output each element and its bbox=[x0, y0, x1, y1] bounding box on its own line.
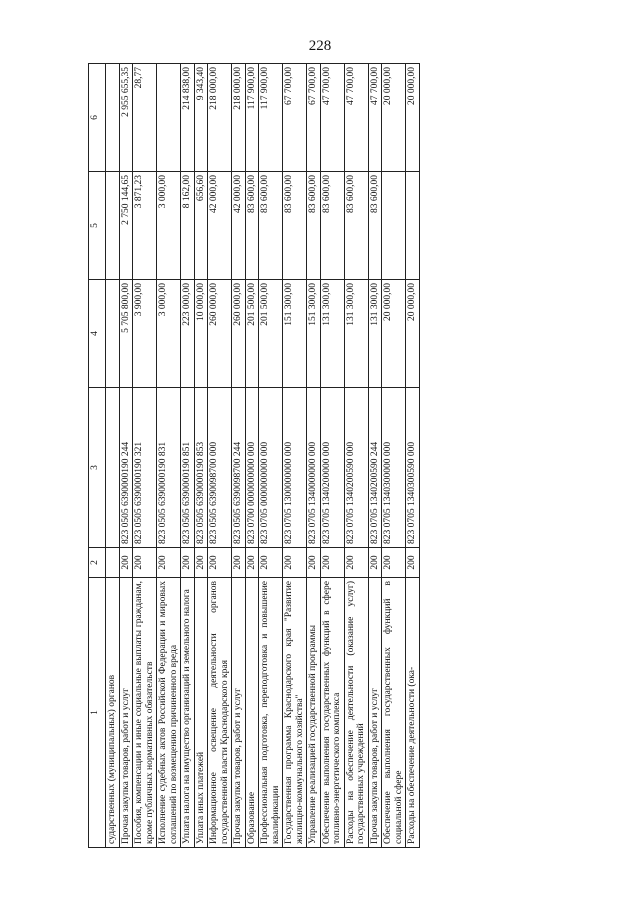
row-classification: 823 0505 6390000190 851 bbox=[181, 388, 195, 548]
row-remaining: 218 000,00 bbox=[232, 64, 246, 172]
row-classification: 823 0505 6390000190 853 bbox=[194, 388, 208, 548]
row-plan: 151 300,00 bbox=[283, 280, 307, 388]
row-name: Обеспечение выполнения государственных функций в социальной сфере bbox=[382, 578, 406, 848]
row-executed: 656,60 bbox=[194, 172, 208, 280]
row-name: Исполнение судебных актов Российской Федерации и мировых соглашений по возмещению причиненного вреда bbox=[157, 578, 181, 848]
row-plan: 20 000,00 bbox=[406, 280, 420, 388]
row-name: Образование bbox=[245, 578, 259, 848]
row-executed: 2 750 144,65 bbox=[119, 172, 133, 280]
table-row bbox=[133, 64, 157, 848]
row-name: Пособия, компенсации и иные социальные выплаты гражданам, кроме публичных нормативных обязательств bbox=[133, 578, 157, 848]
row-plan bbox=[106, 280, 120, 388]
row-classification: 823 0705 1340300590 000 bbox=[406, 388, 420, 548]
table-row bbox=[368, 64, 382, 848]
row-executed: 83 600,00 bbox=[245, 172, 259, 280]
row-name: Уплата иных платежей bbox=[194, 578, 208, 848]
row-remaining: 47 700,00 bbox=[320, 64, 344, 172]
row-name: Управление реализацией государственной программы bbox=[307, 578, 321, 848]
row-remaining: 9 343,40 bbox=[194, 64, 208, 172]
row-classification: 823 0505 6390098700 244 bbox=[232, 388, 246, 548]
row-plan: 3 900,00 bbox=[133, 280, 157, 388]
row-remaining: 2 955 655,35 bbox=[119, 64, 133, 172]
column-header-2: 2 bbox=[89, 548, 106, 578]
row-name: Прочая закупка товаров, работ и услуг bbox=[368, 578, 382, 848]
row-executed: 83 600,00 bbox=[344, 172, 368, 280]
row-remaining: 20 000,00 bbox=[406, 64, 420, 172]
rotated-table-container bbox=[88, 64, 548, 848]
row-classification: 823 0505 6390000190 321 bbox=[133, 388, 157, 548]
row-name: Информационное освещение деятельности органов государственной власти Краснодарского края bbox=[208, 578, 232, 848]
column-header-5: 5 bbox=[89, 172, 106, 280]
row-remaining bbox=[106, 64, 120, 172]
row-remaining: 214 838,00 bbox=[181, 64, 195, 172]
row-remaining: 47 700,00 bbox=[344, 64, 368, 172]
row-name: Обеспечение выполнения государственных функций в сфере топливно-энергетического комплекса bbox=[320, 578, 344, 848]
row-executed bbox=[106, 172, 120, 280]
row-executed: 42 000,00 bbox=[208, 172, 232, 280]
budget-table bbox=[88, 63, 420, 848]
page-number: 228 bbox=[308, 38, 332, 54]
table-row bbox=[181, 64, 195, 848]
row-classification: 823 0705 1340200000 000 bbox=[320, 388, 344, 548]
table-row bbox=[307, 64, 321, 848]
row-classification: 823 0705 1340300000 000 bbox=[382, 388, 406, 548]
row-classification: 823 0705 0000000000 000 bbox=[259, 388, 283, 548]
row-name: Расходы на обеспечение деятельности (оказание услуг) государственных учреждений bbox=[344, 578, 368, 848]
row-classification: 823 0505 6390098700 000 bbox=[208, 388, 232, 548]
row-remaining: 20 000,00 bbox=[382, 64, 406, 172]
row-plan: 131 300,00 bbox=[320, 280, 344, 388]
table-body bbox=[106, 64, 420, 848]
row-classification: 823 0705 1340000000 000 bbox=[307, 388, 321, 548]
row-plan: 5 705 800,00 bbox=[119, 280, 133, 388]
row-name: Уплата налога на имущество организаций и земельного налога bbox=[181, 578, 195, 848]
column-header-1: 1 bbox=[89, 578, 106, 848]
table-row bbox=[344, 64, 368, 848]
row-classification: 823 0705 1300000000 000 bbox=[283, 388, 307, 548]
row-name: Государственная программа Краснодарского края "Развитие жилищно-коммунального хозяйства" bbox=[283, 578, 307, 848]
row-classification: 823 0505 6390000190 831 bbox=[157, 388, 181, 548]
row-classification: 823 0505 6390000190 244 bbox=[119, 388, 133, 548]
table-row bbox=[283, 64, 307, 848]
row-executed: 83 600,00 bbox=[320, 172, 344, 280]
row-code: 200 bbox=[283, 548, 307, 578]
table-row bbox=[106, 64, 120, 848]
row-executed: 8 162,00 bbox=[181, 172, 195, 280]
row-plan: 3 000,00 bbox=[157, 280, 181, 388]
table-row bbox=[208, 64, 232, 848]
table-row bbox=[194, 64, 208, 848]
row-name: Прочая закупка товаров, работ и услуг bbox=[119, 578, 133, 848]
row-remaining: 67 700,00 bbox=[283, 64, 307, 172]
row-plan: 201 500,00 bbox=[245, 280, 259, 388]
row-plan: 260 000,00 bbox=[208, 280, 232, 388]
column-header-4: 4 bbox=[89, 280, 106, 388]
table-row bbox=[382, 64, 406, 848]
table-row bbox=[259, 64, 283, 848]
row-classification bbox=[106, 388, 120, 548]
row-plan: 131 300,00 bbox=[368, 280, 382, 388]
row-code: 200 bbox=[119, 548, 133, 578]
row-classification: 823 0705 1340200590 244 bbox=[368, 388, 382, 548]
row-executed: 3 000,00 bbox=[157, 172, 181, 280]
row-remaining: 28,77 bbox=[133, 64, 157, 172]
row-remaining: 117 900,00 bbox=[259, 64, 283, 172]
row-name: Расходы на обеспечение деятельности (ока- bbox=[406, 578, 420, 848]
row-plan: 260 000,00 bbox=[232, 280, 246, 388]
row-code: 200 bbox=[157, 548, 181, 578]
row-executed bbox=[406, 172, 420, 280]
row-plan: 131 300,00 bbox=[344, 280, 368, 388]
row-code: 200 bbox=[259, 548, 283, 578]
row-plan: 10 000,00 bbox=[194, 280, 208, 388]
row-plan: 201 500,00 bbox=[259, 280, 283, 388]
table-header bbox=[89, 64, 106, 848]
row-code: 200 bbox=[344, 548, 368, 578]
table-row bbox=[232, 64, 246, 848]
row-executed: 83 600,00 bbox=[368, 172, 382, 280]
row-code: 200 bbox=[232, 548, 246, 578]
header-row bbox=[89, 64, 106, 848]
row-executed bbox=[382, 172, 406, 280]
row-remaining: 47 700,00 bbox=[368, 64, 382, 172]
row-name: сударственных (муниципальных) органов bbox=[106, 578, 120, 848]
row-code bbox=[106, 548, 120, 578]
row-name: Прочая закупка товаров, работ и услуг bbox=[232, 578, 246, 848]
row-code: 200 bbox=[194, 548, 208, 578]
table-row bbox=[245, 64, 259, 848]
row-code: 200 bbox=[181, 548, 195, 578]
row-remaining: 117 900,00 bbox=[245, 64, 259, 172]
row-remaining bbox=[157, 64, 181, 172]
row-code: 200 bbox=[382, 548, 406, 578]
row-code: 200 bbox=[133, 548, 157, 578]
row-plan: 20 000,00 bbox=[382, 280, 406, 388]
row-name: Профессиональная подготовка, переподготовка и повышение квалификации bbox=[259, 578, 283, 848]
row-classification: 823 0705 1340200590 000 bbox=[344, 388, 368, 548]
column-header-3: 3 bbox=[89, 388, 106, 548]
row-classification: 823 0700 0000000000 000 bbox=[245, 388, 259, 548]
column-header-6: 6 bbox=[89, 64, 106, 172]
row-executed: 83 600,00 bbox=[283, 172, 307, 280]
row-code: 200 bbox=[368, 548, 382, 578]
row-plan: 151 300,00 bbox=[307, 280, 321, 388]
row-executed: 3 871,23 bbox=[133, 172, 157, 280]
row-code: 200 bbox=[406, 548, 420, 578]
row-executed: 42 000,00 bbox=[232, 172, 246, 280]
row-code: 200 bbox=[307, 548, 321, 578]
table-row bbox=[157, 64, 181, 848]
row-code: 200 bbox=[245, 548, 259, 578]
table-row bbox=[119, 64, 133, 848]
row-executed: 83 600,00 bbox=[307, 172, 321, 280]
table-row bbox=[406, 64, 420, 848]
row-remaining: 218 000,00 bbox=[208, 64, 232, 172]
row-executed: 83 600,00 bbox=[259, 172, 283, 280]
row-remaining: 67 700,00 bbox=[307, 64, 321, 172]
table-row bbox=[320, 64, 344, 848]
row-code: 200 bbox=[320, 548, 344, 578]
row-plan: 223 000,00 bbox=[181, 280, 195, 388]
row-code: 200 bbox=[208, 548, 232, 578]
